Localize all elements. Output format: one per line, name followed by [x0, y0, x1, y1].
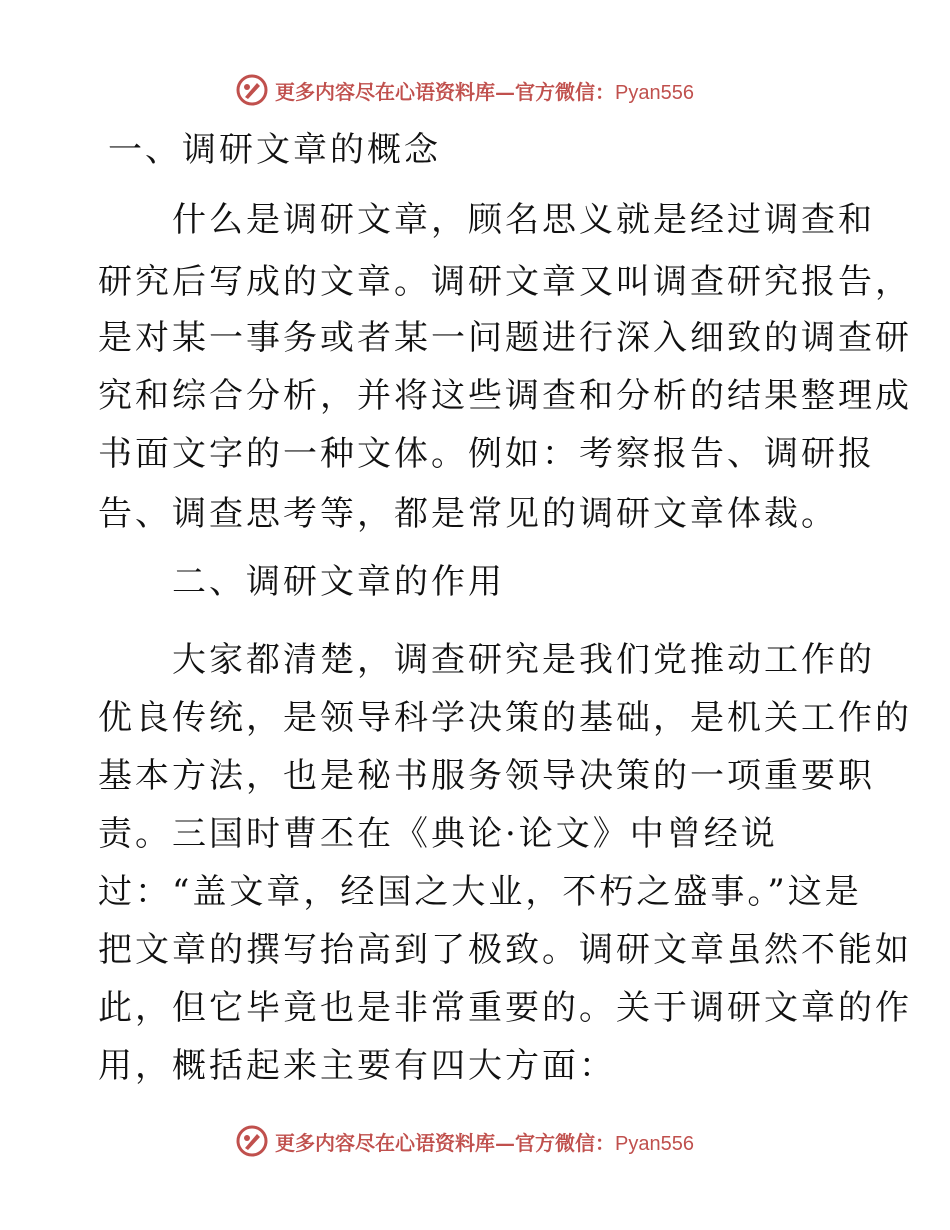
paragraph-line: 把文章的撰写抬高到了极致。调研文章虽然不能如 [98, 930, 912, 970]
heading-concept: 一、调研文章的概念 [108, 130, 441, 170]
paragraph-line: 什么是调研文章，顾名思义就是经过调查和 [98, 200, 875, 240]
pen-logo-icon [235, 73, 269, 107]
paragraph-line: 究和综合分析，并将这些调查和分析的结果整理成 [98, 376, 912, 416]
header-banner [235, 70, 694, 110]
paragraph-line: 此，但它毕竟也是非常重要的。关于调研文章的作 [98, 988, 912, 1028]
paragraph-line: 研究后写成的文章。调研文章又叫调查研究报告， [98, 262, 912, 302]
banner-text: 更多内容尽在心语资料库—官方微信：Pyan556 [275, 1130, 694, 1155]
paragraph-line: 书面文字的一种文体。例如：考察报告、调研报 [98, 434, 875, 474]
banner-text: 更多内容尽在心语资料库—官方微信：Pyan556 [275, 79, 694, 104]
paragraph-line: 基本方法，也是秘书服务领导决策的一项重要职 [98, 756, 875, 796]
paragraph-line: 过：“盖文章，经国之大业，不朽之盛事。”这是 [98, 872, 862, 912]
heading-function: 二、调研文章的作用 [98, 562, 505, 602]
paragraph-line: 责。三国时曹丕在《典论·论文》中曾经说 [98, 814, 778, 854]
paragraph-line: 优良传统，是领导科学决策的基础，是机关工作的 [98, 698, 912, 738]
pen-logo-icon [235, 1124, 269, 1158]
paragraph-line: 是对某一事务或者某一问题进行深入细致的调查研 [98, 318, 912, 358]
paragraph-line: 用，概括起来主要有四大方面： [98, 1046, 616, 1086]
paragraph-line: 大家都清楚，调查研究是我们党推动工作的 [98, 640, 875, 680]
footer-banner [235, 1121, 694, 1161]
paragraph-line: 告、调查思考等，都是常见的调研文章体裁。 [98, 494, 838, 534]
